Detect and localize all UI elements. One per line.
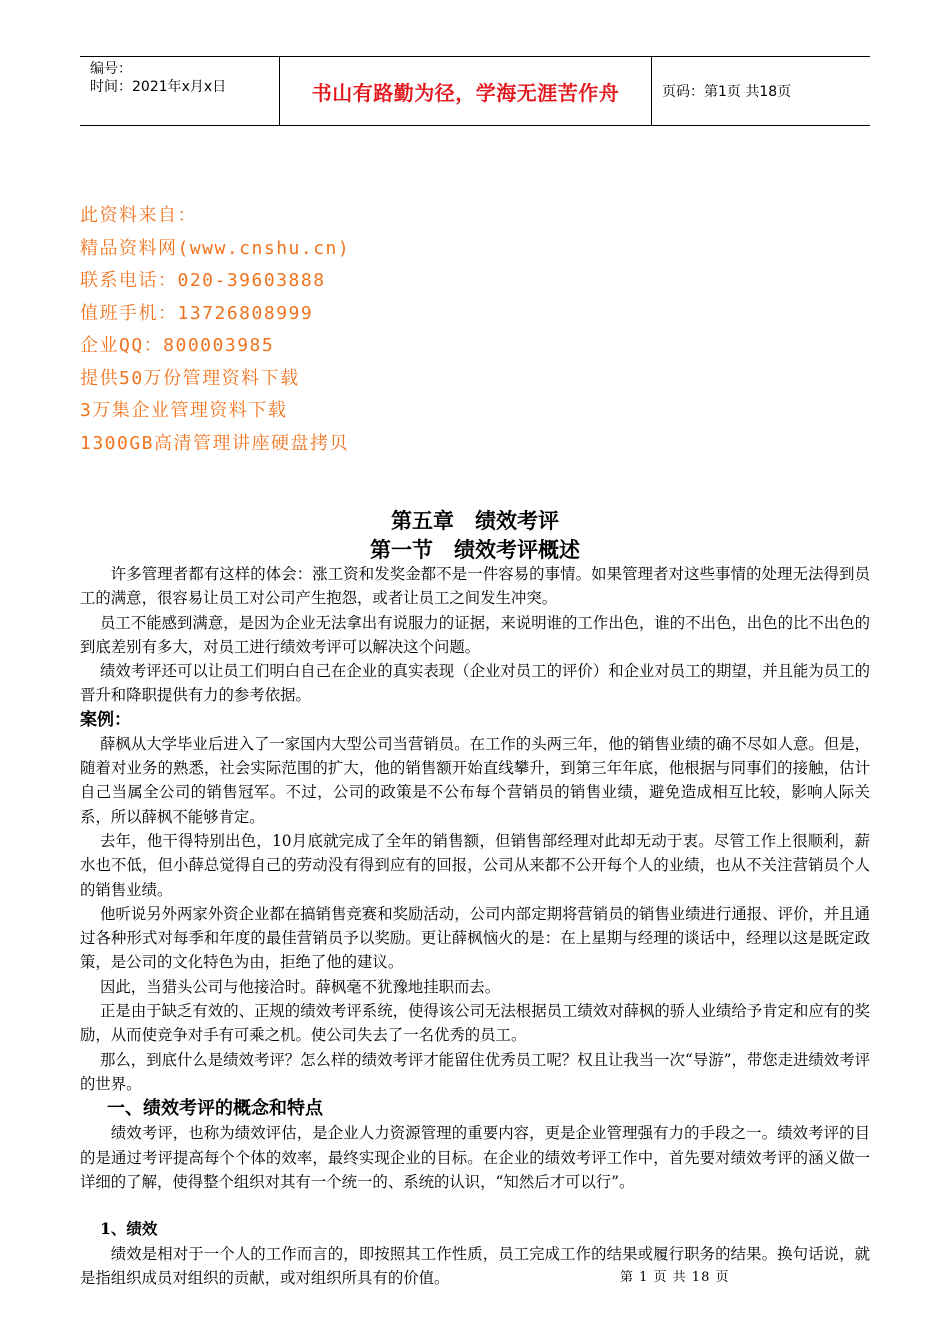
header-page-number: 页码：第1页 共18页 — [662, 84, 792, 100]
promo-line: 提供50万份管理资料下载 — [80, 367, 300, 389]
case-heading: 案例： — [80, 709, 131, 730]
promo-line: 精品资料网(www.cnshu.cn) — [80, 237, 351, 259]
paragraph: 他听说另外两家外资企业都在搞销售竞赛和奖励活动，公司内部定期将营销员的销售业绩进行通报、评价，并且通过各种形式对每季和年度的最佳营销员予以奖励。更让薛枫恼火的是：在上星期与经理的谈话中，经理以这是既定政策，是公司的文化特色为由，拒绝了他的建议。 — [80, 904, 870, 972]
header-motto: 书山有路勤为径，学海无涯苦作舟 — [280, 57, 652, 125]
promo-line: 3万集企业管理资料下载 — [80, 400, 288, 421]
paragraph: 那么，到底什么是绩效考评？怎么样的绩效考评才能留住优秀员工呢？权且让我当一次“导游”，带您走进绩效考评的世界。 — [80, 1050, 870, 1093]
header-meta — [80, 57, 280, 125]
promo-line: 企业QQ：800003985 — [80, 335, 275, 356]
paragraph: 去年，他干得特别出色，10月底就完成了全年的销售额，但销售部经理对此却无动于衷。尽管工作上很顺利，薪水也不低，但小薛总觉得自己的劳动没有得到应有的回报，公司从来都不公开每个人的业绩，也从不关注营销员个人的销售业绩。 — [80, 831, 870, 899]
section-title: 第一节 绩效考评概述 — [370, 538, 580, 562]
paragraph: 员工不能感到满意，是因为企业无法拿出有说服力的证据，来说明谁的工作出色，谁的不出色，出色的比不出色的到底差别有多大，对员工进行绩效考评可以解决这个问题。 — [80, 613, 870, 656]
promo-block — [80, 200, 680, 460]
subsection-heading: 一、绩效考评的概念和特点 — [107, 1098, 323, 1120]
document-time: 时间：2021年x月x日 — [90, 79, 227, 95]
paragraph: 绩效是相对于一个人的工作而言的，即按照其工作性质，员工完成工作的结果或履行职务的结果。换句话说，就是指组织成员对组织的贡献，或对组织所具有的价值。 — [80, 1245, 870, 1288]
promo-line: 此资料来自： — [80, 205, 197, 226]
chapter-title: 第五章 绩效考评 — [391, 509, 559, 533]
body-text — [80, 562, 870, 1291]
paragraph: 绩效考评，也称为绩效评估，是企业人力资源管理的重要内容，更是企业管理强有力的手段之一。绩效考评的目的是通过考评提高每个个体的效率，最终实现企业的目标。在企业的绩效考评工作中，首先要对绩效考评的涵义做一详细的了解，使得整个组织对其有一个统一的、系统的认识，“知然后才可以行”。 — [80, 1124, 870, 1191]
sub-subsection-heading: 1、绩效 — [100, 1219, 158, 1239]
paragraph: 薛枫从大学毕业后进入了一家国内大型公司当营销员。在工作的头两三年，他的销售业绩的确不尽如人意。但是，随着对业务的熟悉，社会实际范围的扩大，他的销售额开始直线攀升，到第三年年底，他根据与同事们的接触，估计自己当属全公司的销售冠军。不过，公司的政策是不公布每个营销员的销售业绩，避免造成相互比较，影响人际关系，所以薛枫不能够肯定。 — [80, 734, 870, 826]
page-header — [80, 56, 870, 126]
paragraph: 许多管理者都有这样的体会：涨工资和发奖金都不是一件容易的事情。如果管理者对这些事情的处理无法得到员工的满意，很容易让员工对公司产生抱怨，或者让员工之间发生冲突。 — [80, 565, 870, 608]
paragraph: 因此，当猎头公司与他接洽时。薛枫毫不犹豫地挂职而去。 — [100, 977, 501, 996]
paragraph: 绩效考评还可以让员工们明白自己在企业的真实表现（企业对员工的评价）和企业对员工的期望，并且能为员工的晋升和降职提供有力的参考依据。 — [80, 662, 870, 705]
document-number: 编号： — [90, 61, 132, 77]
paragraph: 正是由于缺乏有效的、正规的绩效考评系统，使得该公司无法根据员工绩效对薛枫的骄人业绩给予肯定和应有的奖励，从而使竞争对手有可乘之机。使公司失去了一名优秀的员工。 — [80, 1002, 870, 1045]
promo-line: 1300GB高清管理讲座硬盘拷贝 — [80, 432, 350, 454]
promo-line: 联系电话：020-39603888 — [80, 270, 326, 291]
promo-line: 值班手机：13726808999 — [80, 302, 314, 324]
page-footer: 第 1 页 共 18 页 — [620, 1270, 730, 1285]
